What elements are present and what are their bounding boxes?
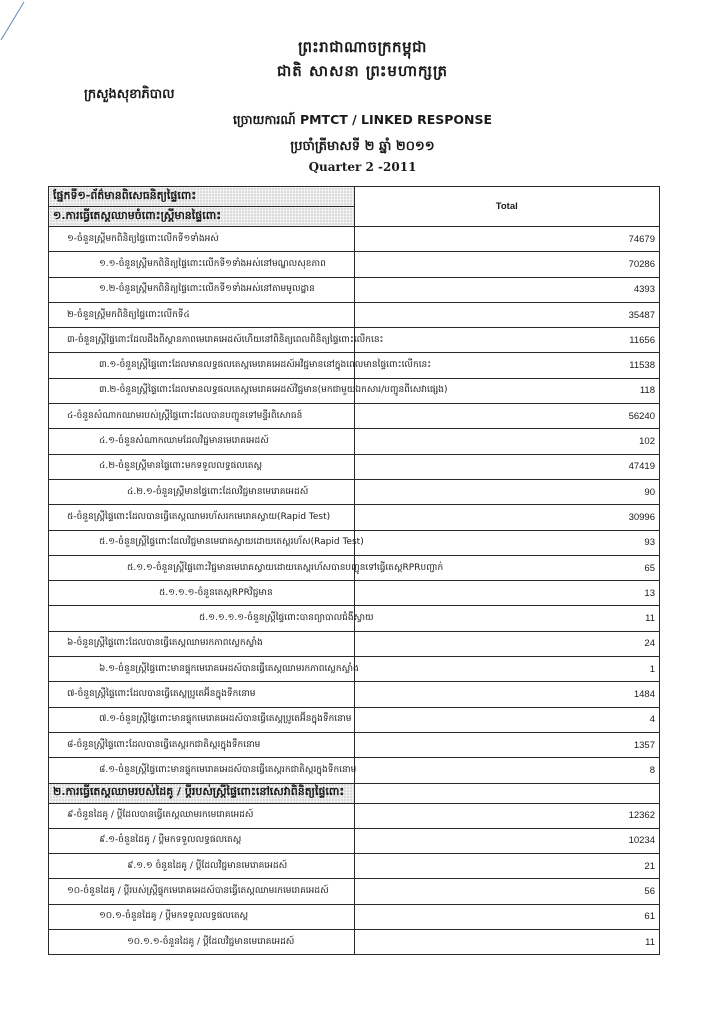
row-total-value: 12362 [354, 803, 660, 828]
row-total-value: 8 [354, 758, 660, 783]
row-label: ៩-ចំនួនដៃគូ / ប្តីដែលបានធ្វើតេស្តឈាមរកមេរោគអេដស៍ [49, 803, 355, 828]
row-label: ២-ចំនួនស្ត្រីមកពិនិត្យផ្ទៃពោះលើកទី៤ [49, 302, 355, 327]
row-label: ៤-ចំនួនសំណាកឈាមរបស់ស្ត្រីផ្ទៃពោះដែលបានបញ្ជូនទៅមន្ទីរពិសោធន៍ [49, 404, 355, 429]
table-row [49, 404, 660, 429]
section-main-label: ផ្នែកទី១-ព័ត៌មានពិសេធនិត្យផ្ទៃពោះ [49, 187, 355, 207]
row-total-value: 30996 [354, 505, 660, 530]
row-label: ៦-ចំនួនស្ត្រីផ្ទៃពោះដែលបានធ្វើតេស្តឈាមរកភាពស្លេកស្លាំង [49, 631, 355, 656]
table-row [49, 479, 660, 504]
corner-pen-mark [0, 0, 30, 42]
row-total-value: 11538 [354, 353, 660, 378]
national-motto: ជាតិ សាសនា ព្រះមហាក្សត្រ [277, 62, 448, 80]
table-row [49, 682, 660, 707]
row-total-value: 74679 [354, 227, 660, 252]
section-label: ២.ការធ្វើតេស្តឈាមរបស់ដៃគូ / ប្តីរបស់ស្ត្រីផ្ទៃពោះនៅសេវាពិនិត្យផ្ទៃពោះ [49, 783, 355, 803]
row-total-value: 47419 [354, 454, 660, 479]
section-row [49, 783, 660, 803]
table-row [49, 657, 660, 682]
total-column-header: Total [354, 187, 660, 227]
table-row [49, 732, 660, 757]
row-total-value: 10234 [354, 828, 660, 853]
table-row [49, 854, 660, 879]
table-row [49, 707, 660, 732]
table-row [49, 302, 660, 327]
report-title: ច្រោយការណ៍ PMTCT / LINKED RESPONSE [232, 112, 493, 127]
table-row [49, 277, 660, 302]
quarter-khmer: ប្រចាំត្រីមាសទី ២ ឆ្នាំ ២០១១ [290, 139, 435, 154]
row-total-value: 4 [354, 707, 660, 732]
table-row [49, 328, 660, 353]
row-total-value: 93 [354, 530, 660, 555]
table-row [49, 606, 660, 631]
row-total-value: 61 [354, 904, 660, 929]
row-total-value: 65 [354, 555, 660, 580]
row-label: ៤.២.១-ចំនួនស្ត្រីមានផ្ទៃពោះដែលវិជ្ជមានមេរោគអេដស៍ [49, 479, 355, 504]
row-total-value: 11 [354, 606, 660, 631]
table-row [49, 555, 660, 580]
row-total-value: 102 [354, 429, 660, 454]
table-row [49, 252, 660, 277]
table-row [49, 505, 660, 530]
row-label: ១.២-ចំនួនស្ត្រីមកពិនិត្យផ្ទៃពោះលើកទី១ទាំងអស់នៅតាមមូលដ្ឋាន [49, 277, 355, 302]
row-label: ៩.១-ចំនួនដៃគូ / ប្តីមកទទួលលទ្ធផលតេស្ត [49, 828, 355, 853]
row-total-value: 56240 [354, 404, 660, 429]
row-label: ៧.១-ចំនួនស្ត្រីផ្ទៃពោះមានផ្ទុកមេរោគអេដស៍បានធ្វើតេស្តប្រូតេអ៊ីនក្នុងទឹកនោម [49, 707, 355, 732]
row-total-value: 11 [354, 930, 660, 955]
row-label: ១-ចំនួនស្ត្រីមកពិនិត្យផ្ទៃពោះលើកទី១ទាំងអស់ [49, 227, 355, 252]
row-label: ៥.១.១.១-ចំនួនតេស្តRPRវិជ្ជមាន [49, 581, 355, 606]
row-label: ៣.២-ចំនួនស្ត្រីផ្ទៃពោះដែលមានលទ្ធផលតេស្តមេរោគអេដស៍វិជ្ជមាន(មកជាមួយឯកសារ/បញ្ជូនពីសេវាផ្សេង) [49, 378, 355, 403]
row-label: ៨.១-ចំនួនស្ត្រីផ្ទៃពោះមានផ្ទុកមេរោគអេដស៍បានធ្វើតេស្តរកជាតិស្ករក្នុងទឹកនោម [49, 758, 355, 783]
table-row [49, 930, 660, 955]
row-total-value: 13 [354, 581, 660, 606]
row-total-value: 21 [354, 854, 660, 879]
kingdom-title: ព្រះរាជាណាចក្រកម្ពុជា [298, 38, 427, 56]
row-total-value: 24 [354, 631, 660, 656]
row-total-value: 1 [354, 657, 660, 682]
row-label: ៤.១-ចំនួនសំណាកឈាមដែលវិជ្ជមានមេរោគអេដស៍ [49, 429, 355, 454]
row-total-value: 1484 [354, 682, 660, 707]
report-table [48, 186, 660, 955]
table-row [49, 353, 660, 378]
row-label: ៥.១.១-ចំនួនស្ត្រីផ្ទៃពោះវិជ្ជមានមេរោគស្វាយដោយតេស្តរហ័សបានបញ្ជូនទៅធ្វើតេស្តRPRបញ្ជាក់ [49, 555, 355, 580]
section-label: ១.ការធ្វើតេស្តឈាមចំពោះស្ត្រីមានផ្ទៃពោះ [49, 207, 355, 227]
row-label: ៧-ចំនួនស្ត្រីផ្ទៃពោះដែលបានធ្វើតេស្តប្រូតេអ៊ីនក្នុងទឹកនោម [49, 682, 355, 707]
table-row [49, 378, 660, 403]
table-row [49, 530, 660, 555]
row-total-value [354, 783, 660, 803]
table-row [49, 828, 660, 853]
row-total-value: 70286 [354, 252, 660, 277]
table-row [49, 879, 660, 904]
table-row [49, 758, 660, 783]
row-label: ១០.១-ចំនួនដៃគូ / ប្តីមកទទួលលទ្ធផលតេស្ត [49, 904, 355, 929]
row-total-value: 1357 [354, 732, 660, 757]
row-label: ៤.២-ចំនួនស្ត្រីមានផ្ទៃពោះមកទទួលលទ្ធផលតេស្ត [49, 454, 355, 479]
row-total-value: 4393 [354, 277, 660, 302]
row-total-value: 35487 [354, 302, 660, 327]
ministry-name: ក្រសួងសុខាភិបាល [84, 87, 175, 102]
table-row [49, 631, 660, 656]
table-row [49, 429, 660, 454]
row-total-value: 11656 [354, 328, 660, 353]
row-label: ៩.១.១ ចំនួនដៃគូ / ប្តីដែលវិជ្ជមានមេរោគអេដស៍ [49, 854, 355, 879]
row-label: ៥-ចំនួនស្ត្រីផ្ទៃពោះដែលបានធ្វើតេស្តឈាមរហ័សរកមេរោគស្វាយ(Rapid Test) [49, 505, 355, 530]
row-label: ៣.១-ចំនួនស្ត្រីផ្ទៃពោះដែលមានលទ្ធផលតេស្តមេរោគអេដស៍អវិជ្ជមាននៅក្នុងពេលមានផ្ទៃពោះលើកនេះ [49, 353, 355, 378]
row-label: ៣-ចំនួនស្ត្រីផ្ទៃពោះដែលដឹងពីស្ថានភាពមេរោគអេដស៍ហើយនៅពិនិត្យពេលពិនិត្យផ្ទៃពោះលើកនេះ [49, 328, 355, 353]
table-row [49, 454, 660, 479]
row-label: ១០-ចំនួនដៃគូ / ប្តីរបស់ស្ត្រីផ្ទុកមេរោគអេដស៍បានធ្វើតេស្តឈាមរកមេរោគអេដស៍ [49, 879, 355, 904]
row-label: ៨-ចំនួនស្ត្រីផ្ទៃពោះដែលបានធ្វើតេស្តរកជាតិស្ករក្នុងទឹកនោម [49, 732, 355, 757]
row-total-value: 90 [354, 479, 660, 504]
table-row [49, 227, 660, 252]
row-label: ៥.១-ចំនួនស្ត្រីផ្ទៃពោះដែលវិជ្ជមានមេរោគស្វាយដោយតេស្តរហ័ស(Rapid Test) [49, 530, 355, 555]
row-label: ១.១-ចំនួនស្ត្រីមកពិនិត្យផ្ទៃពោះលើកទី១ទាំងអស់នៅមណ្ឌលសុខភាព [49, 252, 355, 277]
row-total-value: 118 [354, 378, 660, 403]
table-row [49, 904, 660, 929]
row-label: ១០.១.១-ចំនួនដៃគូ / ប្តីដែលវិជ្ជមានមេរោគអេដស៍ [49, 930, 355, 955]
row-label: ៦.១-ចំនួនស្ត្រីផ្ទៃពោះមានផ្ទុកមេរោគអេដស៍បានធ្វើតេស្តឈាមរកភាពស្លេកស្លាំង [49, 657, 355, 682]
table-row [49, 803, 660, 828]
table-row [49, 581, 660, 606]
row-label: ៥.១.១.១.១-ចំនួនស្ត្រីផ្ទៃពោះបានព្យាបាលជំងឺស្វាយ [49, 606, 355, 631]
quarter-english: Quarter 2 -2011 [308, 160, 417, 174]
row-total-value: 56 [354, 879, 660, 904]
table-header-row [49, 187, 660, 207]
